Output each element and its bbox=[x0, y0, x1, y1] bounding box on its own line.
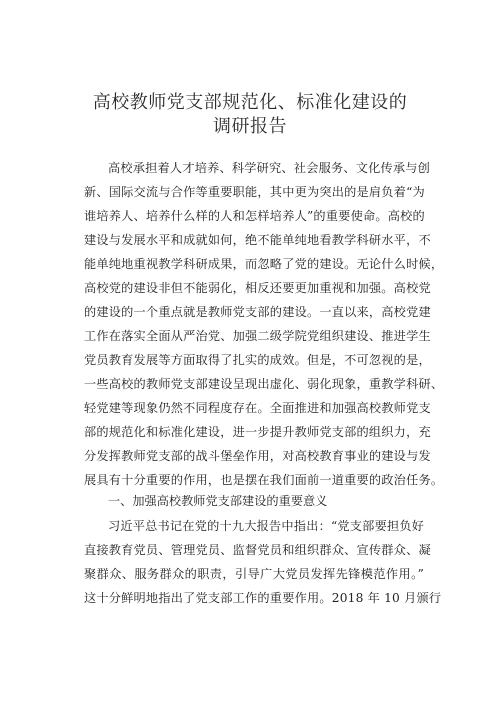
paragraph-1-line: 能单纯地重视教学科研成果，而忽略了党的建设。无论什么时候， bbox=[84, 257, 444, 271]
paragraph-1-line: 建设与发展水平和成就如何，绝不能单纯地看教学科研水平，不 bbox=[84, 233, 431, 247]
paragraph-1-line: 分发挥教师党支部的战斗堡垒作用，对高校教育事业的建设与发 bbox=[84, 449, 431, 463]
paragraph-2-line: 习近平总书记在党的十九大报告中指出：“党支部要担负好 bbox=[108, 519, 425, 533]
section-1-heading: 一、加强高校教师党支部建设的重要意义 bbox=[108, 494, 328, 508]
paragraph-1-line: 高校党的建设非但不能弱化，相反还要更加重视和加强。高校党 bbox=[84, 281, 431, 295]
paragraph-1-line: 党员教育发展等方面取得了扎实的成效。但是，不可忽视的是， bbox=[84, 353, 431, 367]
paragraph-2-line: 直接教育党员、管理党员、监督党员和组织群众、宣传群众、凝 bbox=[84, 543, 431, 557]
paragraph-1-line: 的建设的一个重点就是教师党支部的建设。一直以来，高校党建 bbox=[84, 305, 431, 319]
paragraph-1-line: 展具有十分重要的作用，也是摆在我们面前一道重要的政治任务。 bbox=[84, 473, 444, 487]
paragraph-2-line: 聚群众、服务群众的职责，引导广大党员发挥先锋模范作用。” bbox=[84, 567, 424, 581]
paragraph-1-line: 一些高校的教师党支部建设呈现出虚化、弱化现象，重教学科研、 bbox=[84, 377, 444, 391]
paragraph-1-line: 高校承担着人才培养、科学研究、社会服务、文化传承与创 bbox=[108, 161, 431, 175]
paragraph-1-line: 轻党建等现象仍然不同程度存在。全面推进和加强高校教师党支 bbox=[84, 401, 431, 415]
paragraph-1-line: 谁培养人、培养什么样的人和怎样培养人”的重要使命。高校的 bbox=[84, 209, 425, 223]
paragraph-1-line: 新、国际交流与合作等重要职能，其中更为突出的是肩负着“为 bbox=[84, 185, 425, 199]
document-title-line-1: 高校教师党支部规范化、标准化建设的 bbox=[92, 92, 408, 113]
document-title-line-2: 调研报告 bbox=[213, 116, 287, 137]
paragraph-1-line: 工作在落实全面从严治党、加强二级学院党组织建设、推进学生 bbox=[84, 329, 431, 343]
paragraph-1-line: 部的规范化和标准化建设，进一步提升教师党支部的组织力，充 bbox=[84, 425, 431, 439]
paragraph-2-line: 这十分鲜明地指出了党支部工作的重要作用。2018 年 10 月颁行 bbox=[84, 591, 442, 605]
